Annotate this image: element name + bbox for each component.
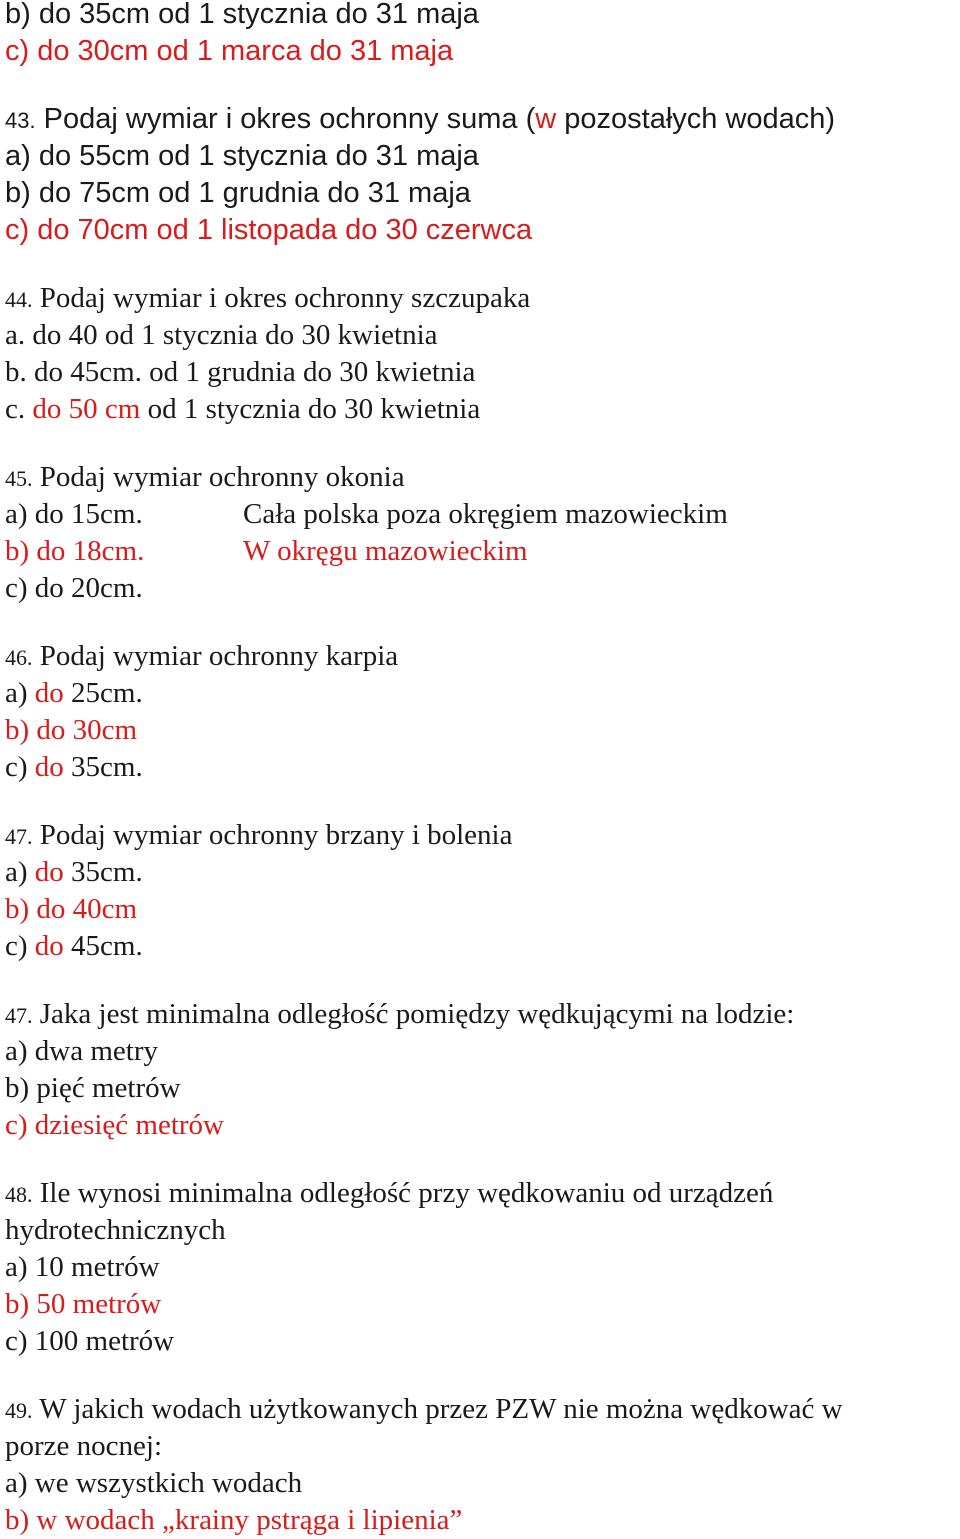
answer-42-b: b) do 35cm od 1 stycznia do 31 maja bbox=[5, 0, 479, 30]
answer-prefix: c. bbox=[5, 393, 33, 425]
question-49 bbox=[5, 1391, 955, 1428]
answer-value: b) do 18cm. bbox=[5, 535, 145, 567]
answer-47b-a: a) dwa metry bbox=[5, 1035, 158, 1067]
answer-46-c bbox=[5, 749, 955, 786]
question-text: Podaj wymiar ochronny karpia bbox=[32, 640, 399, 672]
answer-46-b: b) do 30cm bbox=[5, 714, 138, 746]
question-number: 48. bbox=[5, 1182, 33, 1207]
answer-46-a bbox=[5, 675, 955, 712]
question-text: Podaj wymiar ochronny okonia bbox=[32, 461, 405, 493]
answer-47b-c: c) dziesięć metrów bbox=[5, 1109, 225, 1141]
answer-48-a: a) 10 metrów bbox=[5, 1251, 160, 1283]
answer-value: a) do 15cm. bbox=[5, 498, 143, 530]
answer-43-a: a) do 55cm od 1 stycznia do 31 maja bbox=[5, 140, 479, 172]
question-46 bbox=[5, 638, 955, 675]
answer-rest: od 1 stycznia do 30 kwietnia bbox=[140, 393, 481, 425]
answer-47a-c bbox=[5, 928, 955, 965]
answer-prefix: c) bbox=[5, 751, 35, 783]
answer-highlight: do bbox=[34, 856, 64, 888]
question-text: Jaka jest minimalna odległość pomiędzy wędkującymi na lodzie: bbox=[32, 998, 795, 1030]
answer-note: Cała polska poza okręgiem mazowieckim bbox=[243, 498, 728, 530]
answer-44-c bbox=[5, 391, 955, 428]
question-47-b bbox=[5, 996, 955, 1033]
question-number: 47. bbox=[5, 1003, 33, 1028]
answer-45-a bbox=[5, 496, 955, 533]
question-text: Podaj wymiar i okres ochronny szczupaka bbox=[32, 282, 531, 314]
question-45 bbox=[5, 459, 955, 496]
question-44 bbox=[5, 280, 955, 317]
answer-44-a: a. do 40 od 1 stycznia do 30 kwietnia bbox=[5, 319, 438, 351]
answer-highlight: do 50 cm bbox=[32, 393, 141, 425]
question-paren: ( bbox=[525, 103, 536, 135]
quiz-document bbox=[5, 0, 955, 1539]
question-text: Podaj wymiar ochronny brzany i bolenia bbox=[32, 819, 513, 851]
question-48 bbox=[5, 1175, 955, 1212]
answer-47a-b: b) do 40cm bbox=[5, 893, 138, 925]
question-number: 43. bbox=[5, 108, 36, 133]
question-text: W jakich wodach użytkowanych przez PZW nie można wędkować w bbox=[32, 1393, 843, 1425]
answer-note: W okręgu mazowieckim bbox=[243, 535, 528, 567]
answer-highlight: do bbox=[34, 677, 64, 709]
answer-45-c: c) do 20cm. bbox=[5, 572, 143, 604]
question-paren: ) bbox=[825, 103, 836, 135]
question-49-cont: porze nocnej: bbox=[5, 1430, 163, 1462]
answer-48-c: c) 100 metrów bbox=[5, 1325, 175, 1357]
question-text: Ile wynosi minimalna odległość przy wędkowaniu od urządzeń bbox=[32, 1177, 774, 1209]
answer-42-c: c) do 30cm od 1 marca do 31 maja bbox=[5, 35, 454, 67]
answer-rest: 35cm. bbox=[63, 856, 143, 888]
answer-47b-b: b) pięć metrów bbox=[5, 1072, 181, 1104]
answer-49-b: b) w wodach „krainy pstrąga i lipienia” bbox=[5, 1504, 463, 1536]
answer-highlight: do bbox=[34, 930, 64, 962]
answer-43-b: b) do 75cm od 1 grudnia do 31 maja bbox=[5, 177, 471, 209]
question-48-cont: hydrotechnicznych bbox=[5, 1214, 226, 1246]
question-number: 46. bbox=[5, 645, 33, 670]
answer-44-b: b. do 45cm. od 1 grudnia do 30 kwietnia bbox=[5, 356, 476, 388]
answer-45-b bbox=[5, 533, 955, 570]
question-47-a bbox=[5, 817, 955, 854]
answer-prefix: a) bbox=[5, 856, 35, 888]
answer-rest: 25cm. bbox=[63, 677, 143, 709]
question-43 bbox=[5, 101, 955, 138]
answer-rest: 35cm. bbox=[63, 751, 143, 783]
answer-49-a: a) we wszystkich wodach bbox=[5, 1467, 303, 1499]
question-rest: pozostałych wodach bbox=[556, 103, 826, 135]
answer-prefix: c) bbox=[5, 930, 35, 962]
answer-highlight: do bbox=[34, 751, 64, 783]
question-number: 44. bbox=[5, 287, 33, 312]
question-w: w bbox=[535, 103, 557, 135]
answer-prefix: a) bbox=[5, 677, 35, 709]
answer-rest: 45cm. bbox=[63, 930, 143, 962]
question-number: 49. bbox=[5, 1398, 33, 1423]
question-number: 47. bbox=[5, 824, 33, 849]
answer-48-b: b) 50 metrów bbox=[5, 1288, 162, 1320]
answer-43-c: c) do 70cm od 1 listopada do 30 czerwca bbox=[5, 214, 533, 246]
answer-47a-a bbox=[5, 854, 955, 891]
question-text: Podaj wymiar i okres ochronny suma bbox=[35, 103, 526, 135]
question-number: 45. bbox=[5, 466, 33, 491]
